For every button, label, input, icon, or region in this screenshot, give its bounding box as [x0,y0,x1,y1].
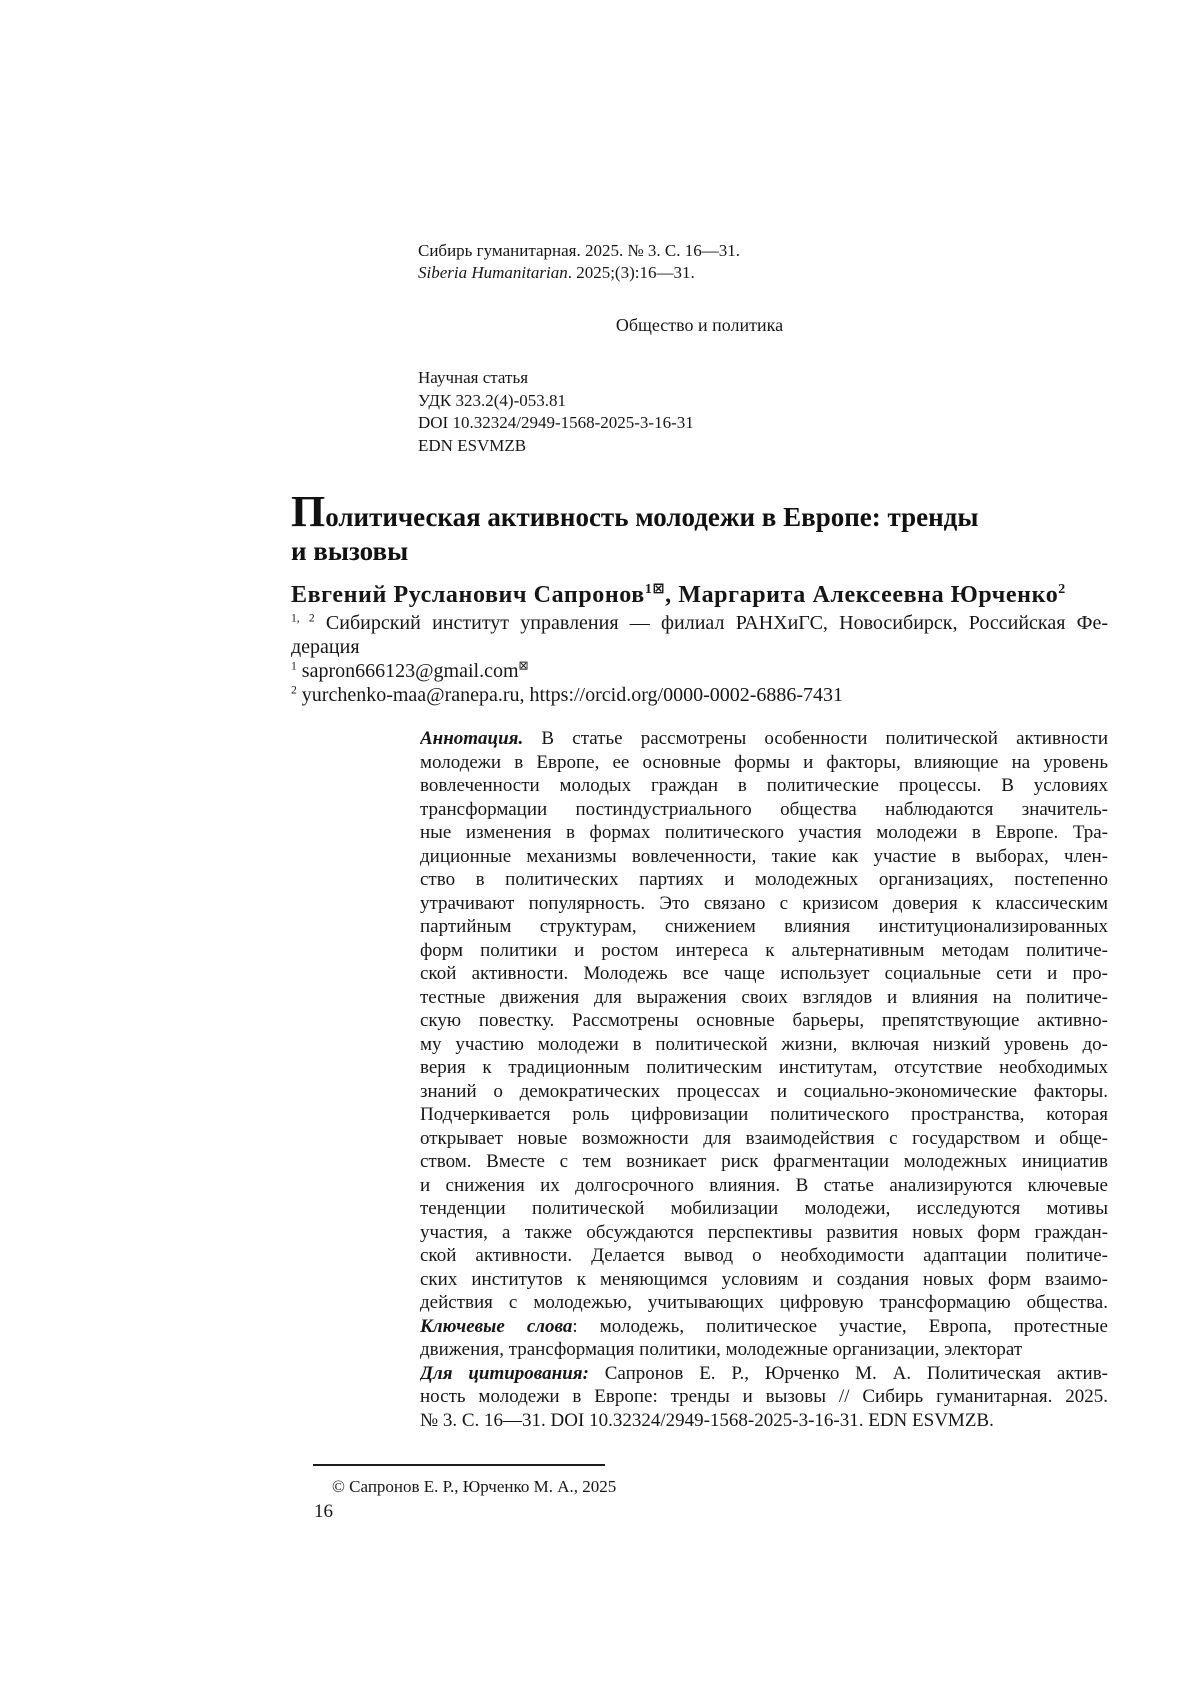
abstract-line: знаний о демократических процессах и социально-экономические факторы. [420,1080,1108,1102]
abstract-line: молодежи в Европе, ее основные формы и факторы, влияющие на уровень [420,751,1108,773]
page-number: 16 [314,1501,333,1522]
journal-citation-en [418,262,740,284]
abstract-line: ством. Вместе с тем возникает риск фрагментации молодежных инициатив [420,1151,1108,1172]
authors-separator: , [665,582,679,608]
article-title-line2: и вызовы [291,536,409,566]
abstract-line: диционные механизмы вовлеченности, такие как участие в выборах, член- [420,845,1108,867]
envelope-icon: ⊠ [518,658,529,673]
envelope-icon: ⊠ [652,581,666,597]
email1-superscript: 1 [291,659,297,673]
abstract-line: действия с молодежью, учитывающих цифровую трансформацию общества. [420,1292,1108,1313]
abstract-line: трансформации постиндустриального общества наблюдаются значитель- [420,798,1108,820]
abstract-line: вовлеченности молодых граждан в политические процессы. В условиях [420,775,1108,796]
author1-email: sapron666123@gmail.com [296,660,519,682]
authors-line [291,582,1151,609]
abstract-line: му участию молодежи в политической жизни, включая низкий уровень до- [420,1033,1108,1055]
abstract-line: верия к традиционным политическим институтам, отсутствие необходимых [420,1057,1108,1078]
udc-code: УДК 323.2(4)-053.81 [418,390,566,410]
article-meta [418,367,694,457]
abstract-line: Ключевые слова: молодежь, политическое участие, Европа, протестные [420,1315,1108,1337]
abstract-line: открывает новые возможности для взаимодействия с государством и обще- [420,1127,1108,1149]
journal-header [418,240,740,284]
abstract-line: № 3. С. 16—31. DOI 10.32324/2949-1568-2025-3-16-31. EDN ESVMZB. [420,1409,994,1431]
abstract-line: ской активности. Молодежь все чаще использует социальные сети и про- [420,963,1108,984]
abstract-line: Подчеркивается роль цифровизации политического пространства, которая [420,1104,1108,1125]
copyright-line: © Сапронов Е. Р., Юрченко М. А., 2025 [332,1477,617,1496]
affiliation-line1 [291,611,1108,635]
email2-superscript: 2 [291,683,297,697]
footnote-separator [313,1464,605,1466]
author2-email-orcid: yurchenko-maa@ranepa.ru, https://orcid.org/0000-0002-6886-7431 [296,684,844,706]
abstract-line-label: Для цитирования: [420,1362,589,1384]
author2-superscript: 2 [1058,582,1066,597]
abstract-line: и снижения их долгосрочного влияния. В статье анализируются ключевые [420,1174,1108,1196]
journal-citation-en-rest: . 2025;(3):16—31. [567,263,695,282]
abstract-line-label: Ключевые слова [420,1315,573,1337]
journal-name-en: Siberia Humanitarian [418,263,568,282]
author1-email-line [291,659,1108,683]
abstract-line: ность молодежи в Европе: тренды и вызовы // Сибирь гуманитарная. 2025. [420,1386,1108,1407]
author2-email-line [291,683,1108,707]
affiliation-line2: дерация [291,636,360,658]
edn-code: EDN ESVMZB [418,435,527,455]
abstract-line: скую повестку. Рассмотрены основные барьеры, препятствующие активно- [420,1010,1108,1031]
author1-superscript: 1 [644,582,653,597]
title-line1-text: олитическая активность молодежи в Европе: тренды [325,502,979,532]
author1-name: Евгений Русланович Сапронов [291,582,645,608]
article-title-line1 [291,487,1121,536]
abstract-line: ство в политических партиях и молодежных организациях, постепенно [420,869,1108,890]
abstract-line: партийным структурам, снижением влияния институционализированных [420,916,1108,937]
abstract-line: ные изменения в формах политического участия молодежи в Европе. Тра- [420,822,1108,843]
affiliation-text: Сибирский институт управления — филиал РАНХиГС, Новосибирск, Российская Фе- [314,612,1108,634]
title-initial-cap: П [291,487,326,536]
abstract-line: тенденции политической мобилизации молодежи, исследуются мотивы [420,1198,1108,1219]
abstract-line: ских институтов к меняющимся условиям и создания новых форм взаимо- [420,1268,1108,1290]
affiliation-block [291,611,1108,707]
abstract-block [420,727,1108,1432]
abstract-line: участия, а также обсуждаются перспективы развития новых форм граждан- [420,1221,1108,1243]
section-heading: Общество и политика [615,315,784,335]
abstract-line: ской активности. Делается вывод о необходимости адаптации политиче- [420,1245,1108,1266]
abstract-line: Аннотация. В статье рассмотрены особенности политической активности [420,728,1108,749]
abstract-line: форм политики и ростом интереса к альтернативным методам политиче- [420,939,1108,961]
affiliation-superscript: 1, 2 [291,611,315,625]
abstract-line: движения, трансформация политики, молодежные организации, электорат [420,1339,1023,1360]
author2-name: Маргарита Алексеевна Юрченко [678,582,1059,608]
abstract-line: тестные движения для выражения своих взглядов и влияния на политиче- [420,986,1108,1008]
article-title [291,487,1121,568]
journal-citation-ru: Сибирь гуманитарная. 2025. № 3. С. 16—31. [418,241,741,260]
abstract-line: Для цитирования: Сапронов Е. Р., Юрченко М. А. Политическая актив- [420,1362,1108,1384]
doi-code: DOI 10.32324/2949-1568-2025-3-16-31 [418,413,694,432]
article-type: Научная статья [418,368,529,387]
abstract-line: утрачивают популярность. Это связано с кризисом доверия к классическим [420,892,1108,914]
abstract-line-label: Аннотация. [420,728,524,749]
